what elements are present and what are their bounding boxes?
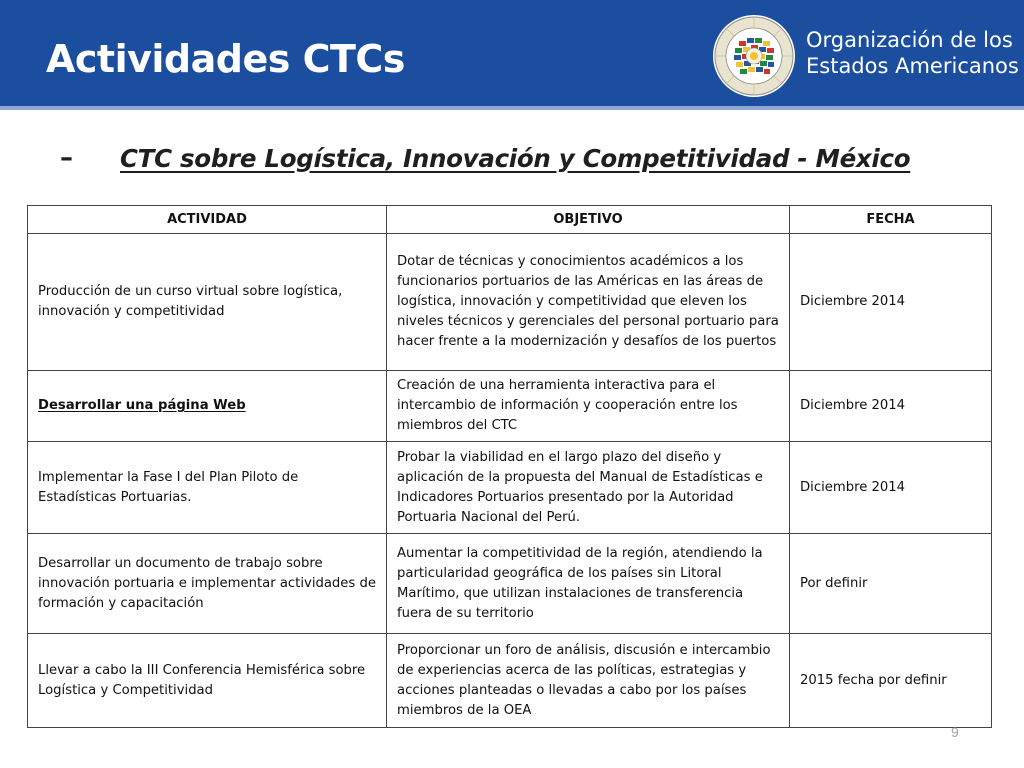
page-number: 9 [951,724,959,740]
fecha-cell: Diciembre 2014 [790,371,992,442]
actividad-cell: Implementar la Fase I del Plan Piloto de Estadísticas Portuarias. [28,442,387,534]
header-actividad: ACTIVIDAD [28,206,387,234]
objetivo-cell: Probar la viabilidad en el largo plazo del diseño y aplicación de la propuesta del Manual de Estadísticas e Indicadores Portuarios presentado por la Autoridad Portuaria Nacional del Perú. [387,442,790,534]
table-row [28,234,992,371]
oas-seal-icon [712,14,796,98]
fecha-cell: Diciembre 2014 [790,234,992,371]
activities-table [27,205,992,728]
fecha-cell: 2015 fecha por definir [790,634,992,728]
org-name-line2: Estados Americanos [806,54,1019,78]
actividad-cell: Llevar a cabo la III Conferencia Hemisférica sobre Logística y Competitividad [28,634,387,728]
actividad-cell [28,371,387,442]
fecha-cell: Diciembre 2014 [790,442,992,534]
header-fecha: FECHA [790,206,992,234]
table-header-row [28,206,992,234]
organization-name [806,27,1019,79]
objetivo-cell: Dotar de técnicas y conocimientos académicos a los funcionarios portuarios de las Américas en las áreas de logística, innovación y competitividad que eleven los niveles técnicos y gerenciales del personal portuario para hacer frente a la modernización y desafíos de los puertos [387,234,790,371]
subtitle-dash: – [60,143,73,173]
objetivo-cell: Proporcionar un foro de análisis, discusión e intercambio de experiencias acerca de las políticas, estrategias y acciones planteadas o llevadas a cabo por los países miembros de la OEA [387,634,790,728]
page-title: Actividades CTCs [46,37,405,81]
org-name-line1: Organización de los [806,28,1013,52]
header-objetivo: OBJETIVO [387,206,790,234]
web-page-link[interactable]: Desarrollar una página Web [38,398,246,413]
subtitle-row [60,138,910,178]
section-subtitle: CTC sobre Logística, Innovación y Competitividad - México [120,143,911,173]
table-row [28,371,992,442]
fecha-cell: Por definir [790,534,992,634]
objetivo-cell: Creación de una herramienta interactiva para el intercambio de información y cooperación entre los miembros del CTC [387,371,790,442]
header-bar [0,0,1024,110]
objetivo-cell: Aumentar la competitividad de la región, atendiendo la particularidad geográfica de los países sin Litoral Marítimo, que utilizan instalaciones de transferencia fuera de su territorio [387,534,790,634]
actividad-cell: Producción de un curso virtual sobre logística, innovación y competitividad [28,234,387,371]
table-row [28,442,992,534]
table-row [28,634,992,728]
actividad-cell: Desarrollar un documento de trabajo sobre innovación portuaria e implementar actividades de formación y capacitación [28,534,387,634]
table-row [28,534,992,634]
